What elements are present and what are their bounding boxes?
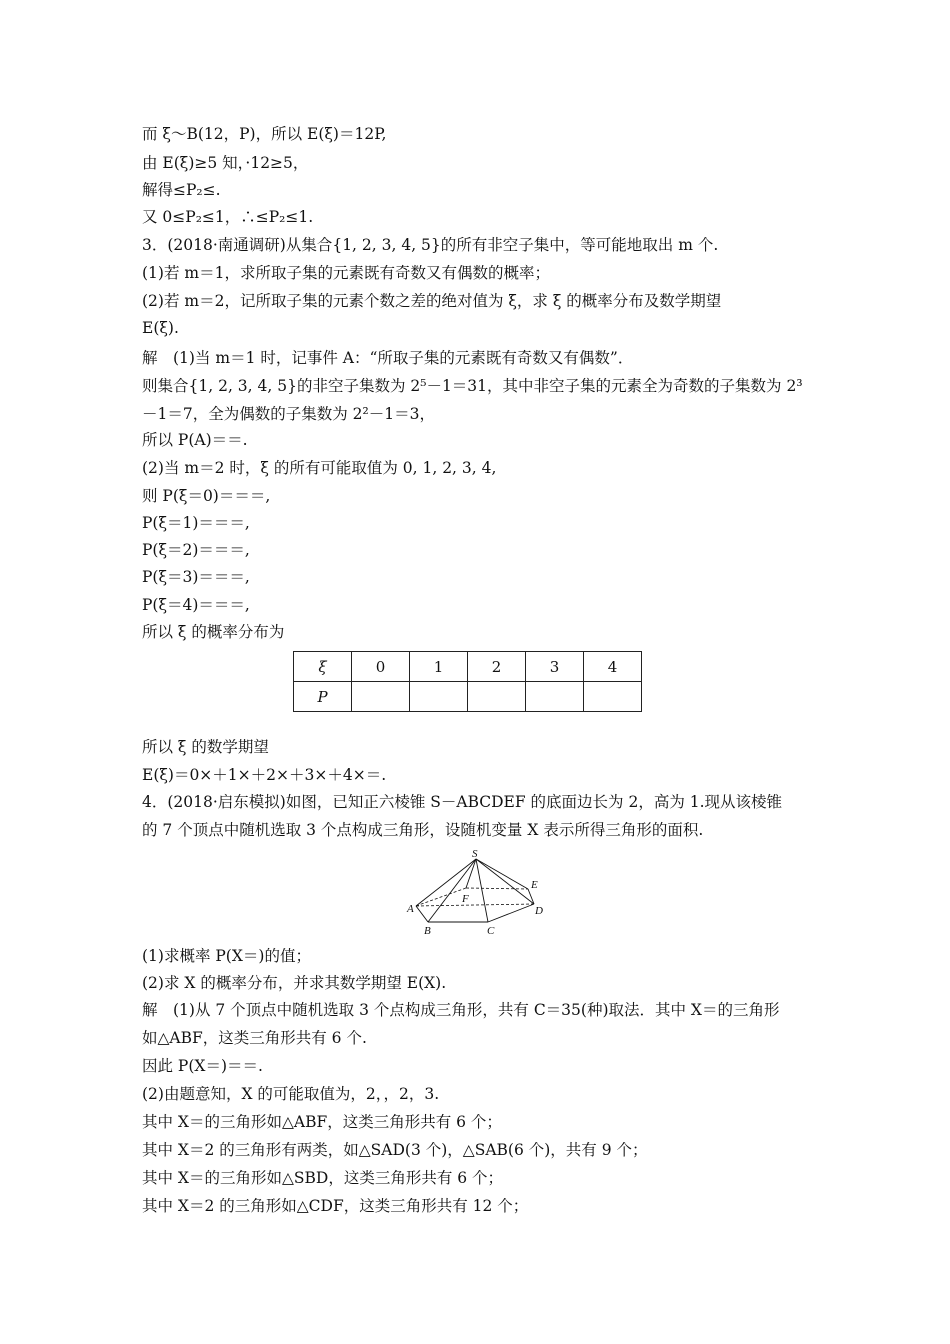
- table-cell: 3: [526, 652, 584, 682]
- vertex-label-a: A: [407, 903, 414, 915]
- text-line: 解得≤P₂≤.: [142, 181, 221, 199]
- table-row: [294, 682, 642, 712]
- text-line: (2)由题意知，X 的可能取值为，2，，2，3.: [142, 1085, 440, 1103]
- text-line: (2)当 m＝2 时，ξ 的所有可能取值为 0, 1, 2, 3, 4,: [142, 459, 497, 477]
- text-line: 其中 X＝的三角形如△ABF，这类三角形共有 6 个；: [142, 1113, 502, 1131]
- table-cell: [584, 682, 642, 712]
- hidden-diagonal-ad: [416, 904, 534, 906]
- text-line: E(ξ)＝0×＋1×＋2×＋3×＋4×＝.: [142, 766, 387, 784]
- text-line: P(ξ＝1)＝＝＝,: [142, 514, 250, 532]
- vertex-label-s: S: [472, 848, 478, 860]
- problem-4-statement: 4．(2018·启东模拟)如图，已知正六棱锥 S－ABCDEF 的底面边长为 2，高为 1.现从该棱锥: [142, 793, 783, 811]
- table-cell: [352, 682, 410, 712]
- text-line: 所以 ξ 的数学期望: [142, 738, 269, 756]
- text-line: (1)若 m＝1，求所取子集的元素既有奇数又有偶数的概率；: [142, 264, 550, 282]
- solution-heading: 解 (1)从 7 个顶点中随机选取 3 个点构成三角形，共有 C＝35(种)取法．其中 X＝的三角形: [142, 1001, 780, 1019]
- vertex-label-f: F: [462, 893, 469, 905]
- text-line: 其中 X＝的三角形如△SBD，这类三角形共有 6 个；: [142, 1169, 504, 1187]
- edge-sd: [476, 859, 534, 904]
- table-cell: P: [294, 682, 352, 712]
- table-header-row: [294, 652, 642, 682]
- edge-cd: [488, 904, 534, 922]
- text-line: 而 ξ～B(12，P)，所以 E(ξ)＝12P,: [142, 125, 387, 143]
- hidden-edge-af: [416, 888, 466, 906]
- text-line: P(ξ＝3)＝＝＝,: [142, 568, 250, 586]
- text-line: 其中 X＝2 的三角形如△CDF，这类三角形共有 12 个；: [142, 1197, 529, 1215]
- table-cell: 1: [410, 652, 468, 682]
- text-line: P(ξ＝2)＝＝＝,: [142, 541, 250, 559]
- table-cell: [410, 682, 468, 712]
- probability-distribution-table: [293, 651, 642, 712]
- table-cell: 4: [584, 652, 642, 682]
- text-line: 因此 P(X＝)＝＝.: [142, 1057, 263, 1075]
- edge-ab: [416, 906, 428, 922]
- text-line: 的 7 个顶点中随机选取 3 个点构成三角形，设随机变量 X 表示所得三角形的面积.: [142, 821, 704, 839]
- text-line: (2)若 m＝2，记所取子集的元素个数之差的绝对值为 ξ，求 ξ 的概率分布及数学期望: [142, 292, 722, 310]
- text-line: 又 0≤P₂≤1，∴≤P₂≤1.: [142, 208, 314, 226]
- text-line: 所以 ξ 的概率分布为: [142, 623, 285, 641]
- text-line: 如△ABF，这类三角形共有 6 个.: [142, 1029, 367, 1047]
- text-line: 则集合{1, 2, 3, 4, 5}的非空子集数为 2⁵－1＝31，其中非空子集的元素全为奇数的子集数为 2³: [142, 377, 803, 395]
- vertex-label-e: E: [531, 879, 538, 891]
- table-cell: 2: [468, 652, 526, 682]
- vertex-label-c: C: [487, 925, 495, 937]
- solution-heading: 解 (1)当 m＝1 时，记事件 A：“所取子集的元素既有奇数又有偶数”．: [142, 349, 634, 367]
- table-cell: 0: [352, 652, 410, 682]
- problem-3-statement: 3．(2018·南通调研)从集合{1, 2, 3, 4, 5}的所有非空子集中，等可能地取出 m 个.: [142, 236, 719, 254]
- edge-se: [476, 859, 528, 889]
- table-cell: ξ: [294, 652, 352, 682]
- text-line: P(ξ＝4)＝＝＝,: [142, 596, 250, 614]
- hexagonal-pyramid-figure: [404, 848, 550, 938]
- text-line: (1)求概率 P(X＝)的值；: [142, 947, 311, 965]
- hidden-edge-fe: [466, 888, 528, 889]
- text-line: E(ξ).: [142, 319, 179, 337]
- text-line: (2)求 X 的概率分布，并求其数学期望 E(X).: [142, 974, 447, 992]
- vertex-label-b: B: [424, 925, 431, 937]
- text-line: 其中 X＝2 的三角形有两类，如△SAD(3 个)，△SAB(6 个)，共有 9 个；: [142, 1141, 648, 1159]
- text-line: 由 E(ξ)≥5 知，·12≥5，: [142, 154, 309, 172]
- vertex-label-d: D: [535, 905, 543, 917]
- edge-sc: [476, 859, 488, 922]
- text-line: 则 P(ξ＝0)＝＝＝,: [142, 487, 271, 505]
- text-line: －1＝7，全为偶数的子集数为 2²－1＝3，: [142, 405, 435, 423]
- table-cell: [468, 682, 526, 712]
- table-cell: [526, 682, 584, 712]
- text-line: 所以 P(A)＝＝.: [142, 431, 248, 449]
